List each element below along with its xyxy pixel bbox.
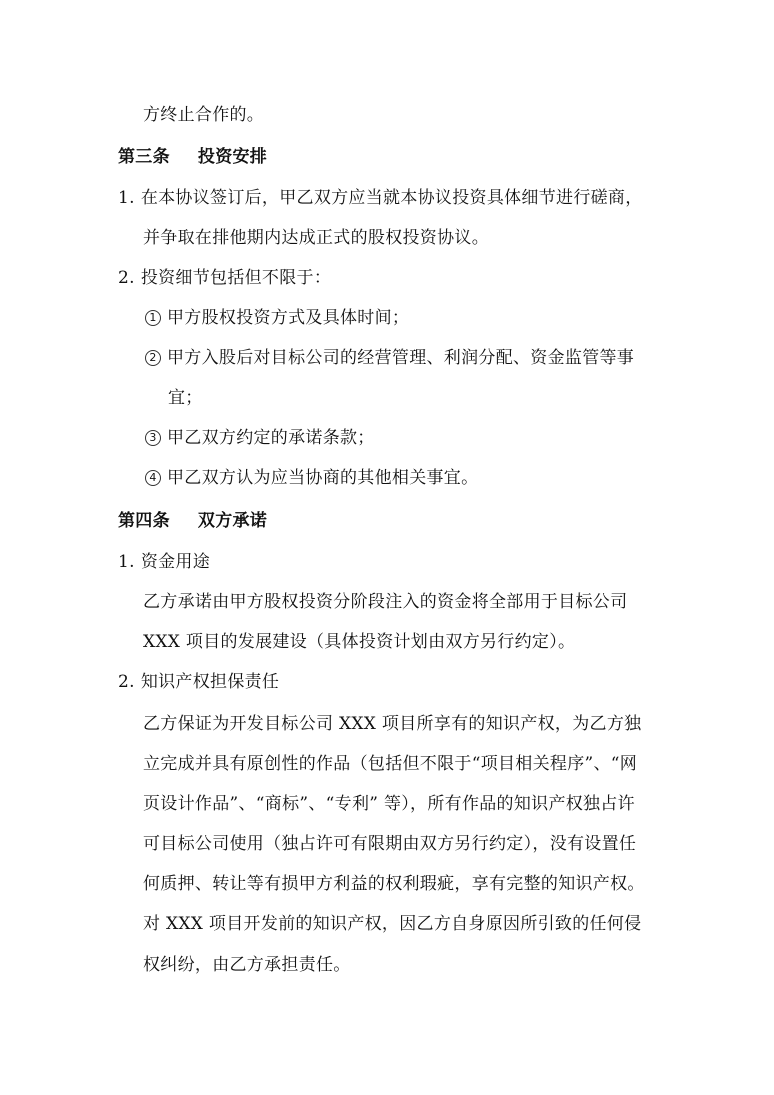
article-4-clause-2 [118,670,279,694]
list-item-2 [145,346,634,370]
list-item-3 [145,426,375,450]
clause-title: 知识产权担保责任 [140,672,280,692]
article-4-clause-2-text: 页设计作品”、“商标”、“专利” 等），所有作品的知识产权独占许 [143,794,635,814]
clause-number: 1. [118,552,135,572]
circled-number-3: 3 [145,430,161,446]
list-item-text: 甲方股权投资方式及具体时间； [167,308,410,328]
article-4-clause-2-text: 立完成并具有原创性的作品（包括但不限于“项目相关程序”、“网 [143,754,638,774]
clause-text: 投资细节包括但不限于： [140,268,332,288]
article-3-clause-1-cont: 并争取在排他期内达成正式的股权投资协议。 [143,228,489,248]
circled-number-4: 4 [145,470,161,486]
clause-number: 1. [118,188,135,208]
article-3-clause-1 [118,186,643,210]
circled-number-2: 2 [145,350,161,366]
paragraph-continuation: 方终止合作的。 [143,105,265,125]
clause-text: 在本协议签订后，甲乙双方应当就本协议投资具体细节进行磋商， [140,188,643,208]
article-3-clause-2 [118,266,331,290]
list-item-text: 甲乙双方认为应当协商的其他相关事宜。 [167,468,479,488]
article-3-heading [118,145,267,169]
circled-number-1: 1 [145,310,161,326]
list-item-text: 甲方入股后对目标公司的经营管理、利润分配、资金监管等事 [167,348,635,368]
article-3-label: 第三条 [118,147,170,167]
article-4-heading [118,509,267,533]
article-4-clause-1-text: 乙方承诺由甲方股权投资分阶段注入的资金将全部用于目标公司 [143,592,628,612]
clause-title: 资金用途 [140,552,211,572]
article-4-clause-2-text: 可目标公司使用（独占许可有限期由双方另行约定），没有设置任 [143,834,637,854]
list-item-2-cont: 宜； [168,388,203,408]
article-4-clause-2-text: 何质押、转让等有损甲方利益的权利瑕疵，享有完整的知识产权。 [143,874,645,894]
article-4-clause-2-text: 乙方保证为开发目标公司 XXX 项目所享有的知识产权，为乙方独 [143,714,642,734]
list-item-1 [145,306,409,330]
clause-number: 2. [118,672,135,692]
article-4-label: 第四条 [118,511,170,531]
article-4-clause-2-text: 权纠纷，由乙方承担责任。 [143,955,351,975]
article-4-clause-1-text: XXX 项目的发展建设（具体投资计划由双方另行约定）。 [143,632,576,652]
article-4-title: 双方承诺 [197,511,268,531]
list-item-4 [145,466,478,490]
list-item-text: 甲乙双方约定的承诺条款； [167,428,375,448]
article-4-clause-2-text: 对 XXX 项目开发前的知识产权，因乙方自身原因所引致的任何侵 [143,914,642,934]
article-4-clause-1 [118,550,210,574]
article-3-title: 投资安排 [197,147,268,167]
clause-number: 2. [118,268,135,288]
